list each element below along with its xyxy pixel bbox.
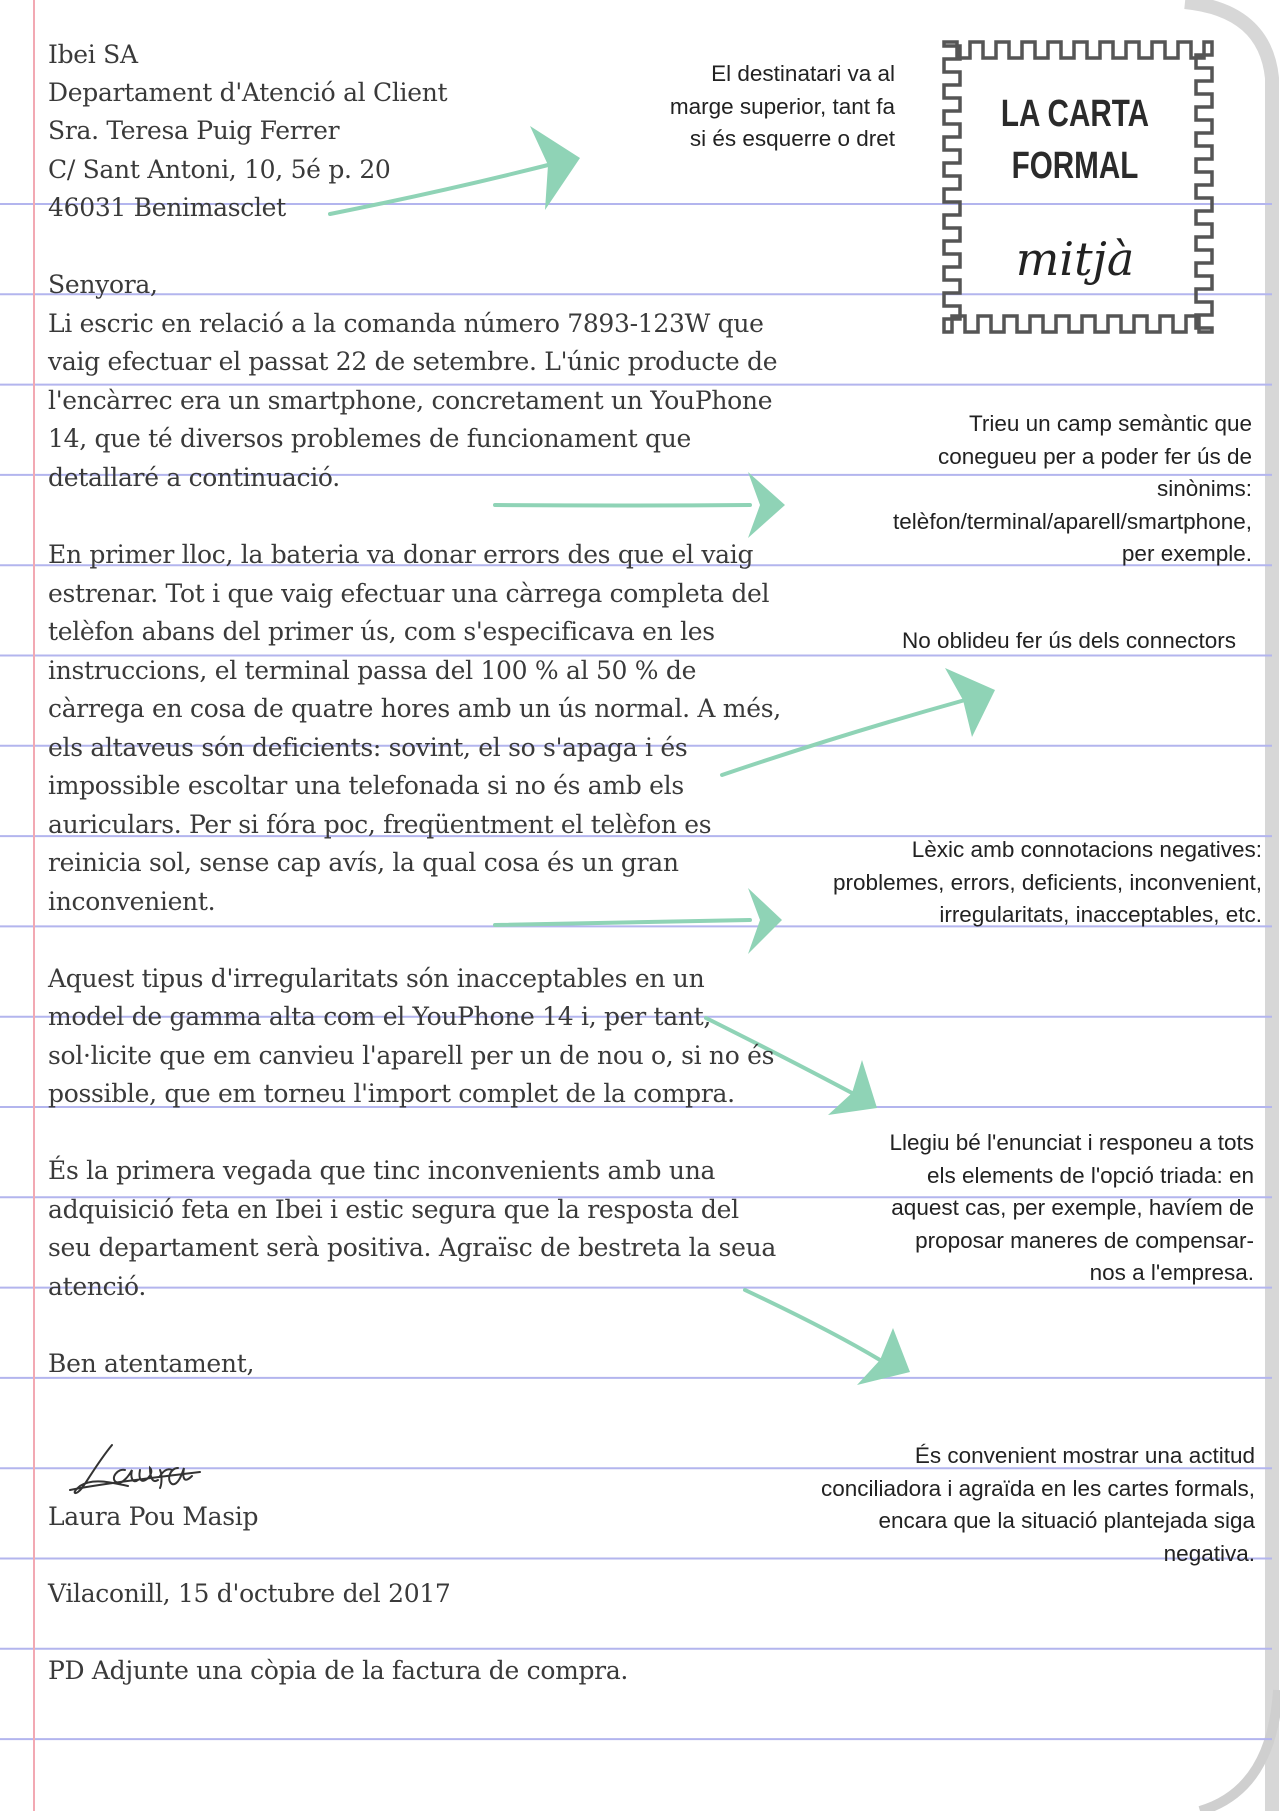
paragraph-line: telèfon abans del primer ús, com s'especificava en les	[48, 617, 715, 646]
note-line: proposar maneres de compensar-	[915, 1227, 1254, 1253]
stamp-title	[997, 88, 1153, 192]
note-line: telèfon/terminal/aparell/smartphone,	[893, 508, 1252, 534]
paragraph-line: sol·licite que em canvieu l'aparell per un de nou o, si no és	[48, 1041, 775, 1070]
paragraph-line: reinicia sol, sense cap avís, la qual cosa és un gran	[48, 848, 679, 877]
note-line: problemes, errors, deficients, inconvenient,	[833, 869, 1262, 895]
recipient-line: Ibei SA	[48, 40, 138, 69]
note-line: conciliadora i agraïda en les cartes formals,	[821, 1475, 1255, 1501]
note-line: Llegiu bé l'enunciat i responeu a tots	[889, 1130, 1254, 1155]
stamp-title-line1: LA CARTA	[1000, 93, 1150, 135]
paragraph-line: càrrega en cosa de quatre hores amb un ús normal. A més,	[48, 694, 781, 723]
paragraph-line: l'encàrrec era un smartphone, concretament un YouPhone	[48, 386, 773, 415]
stamp-title-line2: FORMAL	[1011, 145, 1139, 187]
paragraph-line: model de gamma alta com el YouPhone 14 i, per tant,	[48, 1002, 712, 1031]
signer-name: Laura Pou Masip	[48, 1502, 259, 1531]
note-line: negativa.	[1163, 1540, 1255, 1566]
paragraph-line: seu departament serà positiva. Agraïsc de bestreta la seua	[48, 1233, 776, 1262]
paragraph-line: inconvenient.	[48, 887, 216, 916]
arrow-lexicon	[495, 888, 782, 954]
note-line: per exemple.	[1121, 541, 1252, 566]
paragraph-line: vaig efectuar el passat 22 de setembre. L'únic producte de	[48, 347, 778, 376]
postscript: PD Adjunte una còpia de la factura de compra.	[48, 1656, 629, 1685]
greeting: Senyora,	[48, 270, 158, 299]
note-line: conegueu per a poder fer ús de	[938, 443, 1252, 469]
note-line: És convenient mostrar una actitud	[914, 1443, 1255, 1468]
note-line: si és esquerre o dret	[689, 126, 895, 151]
attitude-note	[821, 1440, 1255, 1570]
paragraph-line: possible, que em torneu l'import complet de la compra.	[48, 1079, 735, 1108]
recipient-line: Sra. Teresa Puig Ferrer	[48, 116, 340, 145]
recipient-line: 46031 Benimasclet	[48, 193, 286, 222]
note-line: encara que la situació plantejada siga	[878, 1508, 1255, 1533]
paragraph-line: 14, que té diversos problemes de funcionament que	[48, 424, 691, 453]
paragraph-line: Aquest tipus d'irregularitats són inacceptables en un	[48, 964, 705, 993]
arrow-synonyms	[495, 472, 785, 538]
connectors-note	[902, 625, 1236, 658]
note-line: sinònims:	[1156, 476, 1252, 501]
paragraph-line: Li escric en relació a la comanda número 7893-123W que	[48, 309, 764, 338]
place-date: Vilaconill, 15 d'octubre del 2017	[48, 1579, 451, 1608]
note-line: irregularitats, inacceptables, etc.	[939, 902, 1262, 927]
note-line: El destinatari va al	[711, 61, 895, 86]
recipient-line: Departament d'Atenció al Client	[48, 78, 448, 107]
closing: Ben atentament,	[48, 1349, 255, 1378]
paragraph-line: auriculars. Per si fóra poc, freqüentment el telèfon es	[48, 810, 712, 839]
note-line: els elements de l'opció triada: en	[927, 1162, 1254, 1188]
stamp-level: mitjà	[1015, 232, 1135, 286]
synonyms-note	[893, 408, 1252, 571]
lexicon-note	[833, 834, 1262, 932]
note-line: aquest cas, per exemple, havíem de	[891, 1195, 1254, 1220]
paragraph-line: És la primera vegada que tinc inconvenients amb una	[48, 1156, 716, 1185]
note-line: Trieu un camp semàntic que	[968, 411, 1252, 436]
paragraph-line: estrenar. Tot i que vaig efectuar una càrrega completa del	[48, 579, 770, 608]
paragraph-line: impossible escoltar una telefonada si no és amb els	[48, 771, 684, 800]
paragraph-line: adquisició feta en Ibei i estic segura que la resposta del	[48, 1195, 739, 1224]
recipient-note	[670, 58, 895, 156]
paragraph-line: instruccions, el terminal passa del 100 % al 50 % de	[48, 656, 697, 685]
paragraph-line: En primer lloc, la bateria va donar errors des que el vaig	[48, 540, 754, 569]
note-line: No oblideu fer ús dels connectors	[902, 628, 1236, 653]
note-line: marge superior, tant fa	[669, 93, 895, 119]
paragraph-line: detallaré a continuació.	[48, 463, 340, 492]
note-line: nos a l'empresa.	[1089, 1260, 1254, 1285]
statement-note	[889, 1127, 1254, 1290]
recipient-line: C/ Sant Antoni, 10, 5é p. 20	[48, 155, 391, 184]
note-line: Lèxic amb connotacions negatives:	[911, 837, 1262, 862]
paragraph-line: atenció.	[48, 1272, 147, 1301]
arrow-attitude	[745, 1290, 910, 1385]
paragraph-line: els altaveus són deficients: sovint, el so s'apaga i és	[48, 733, 688, 762]
